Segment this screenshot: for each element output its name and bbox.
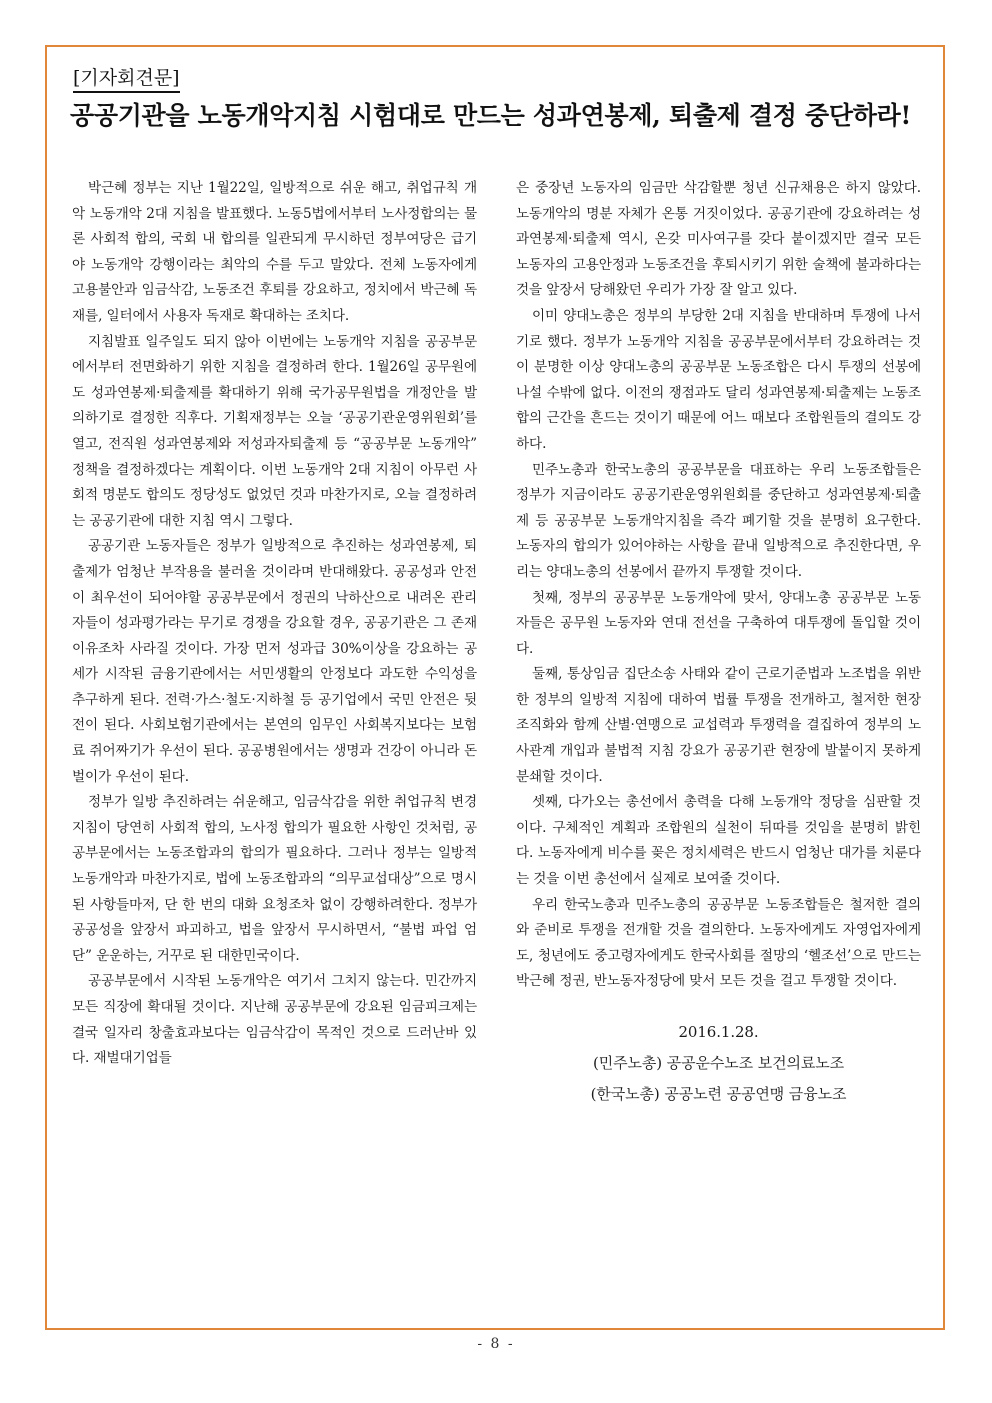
paragraph: 첫째, 정부의 공공부문 노동개악에 맞서, 양대노총 공공부문 노동자들은 공무원 노동자와 연대 전선을 구축하여 대투쟁에 돌입할 것이다.: [516, 589, 921, 657]
right-column: [516, 176, 921, 1110]
signature-block: [516, 1017, 921, 1110]
document-type-tag: [기자회견문]: [73, 66, 180, 93]
paragraph: 공공부문에서 시작된 노동개악은 여기서 그치지 않는다. 민간까지 모든 직장에 확대될 것이다. 지난해 공공부문에 강요된 임금피크제는 결국 일자리 창출효과보다는 임금삭감이 목적인 것으로 드러난바 있다. 재벌대기업들: [72, 973, 477, 1067]
paragraph: 셋째, 다가오는 총선에서 총력을 다해 노동개악 정당을 심판할 것이다. 구체적인 계획과 조합원의 실천이 뒤따를 것임을 분명히 밝힌다. 노동자에게 비수를 꽂은 정치세력은 반드시 엄청난 대가를 치룬다는 것을 이번 총선에서 실제로 보여줄 것이다.: [516, 794, 921, 888]
signature-line-fktu: (한국노총) 공공노련 공공연맹 금융노조: [590, 1085, 847, 1103]
paragraph: 우리 한국노총과 민주노총의 공공부문 노동조합들은 철저한 결의와 준비로 투쟁을 전개할 것을 결의한다. 노동자에게도 자영업자에게도, 청년에도 중고령자에게도 한국사회를 절망의 ‘헬조선’으로 만드는 박근혜 정권, 반노동자정당에 맞서 모든 것을 걸고 투쟁할 것이다.: [516, 896, 921, 990]
paragraph-continued: 은 중장년 노동자의 임금만 삭감할뿐 청년 신규채용은 하지 않았다. 노동개악의 명분 자체가 온통 거짓이었다. 공공기관에 강요하려는 성과연봉제·퇴출제 역시, 온갖 미사여구를 갖다 붙이겠지만 결국 모든 노동자의 고용안정과 노동조건을 후퇴시키기 위한 술책에 불과하다는 것을 앞장서 당해왔던 우리가 가장 잘 알고 있다.: [516, 180, 921, 299]
signature-date: 2016.1.28.: [678, 1023, 759, 1041]
paragraph: 민주노총과 한국노총의 공공부문을 대표하는 우리 노동조합들은 정부가 지금이라도 공공기관운영위원회를 중단하고 성과연봉제·퇴출제 등 공공부문 노동개악지침을 즉각 폐기할 것을 분명히 요구한다. 노동자의 합의가 있어야하는 사항을 끝내 일방적으로 추진한다면, 우리는 양대노총의 선봉에서 끝까지 투쟁할 것이다.: [516, 461, 921, 580]
headline: 공공기관을 노동개악지침 시험대로 만드는 성과연봉제, 퇴출제 결정 중단하라!: [70, 101, 912, 130]
page-number: - 8 -: [477, 1336, 515, 1352]
paragraph: 지침발표 일주일도 되지 않아 이번에는 노동개악 지침을 공공부문에서부터 전면화하기 위한 지침을 결정하려 한다. 1월26일 공무원에도 성과연봉제·퇴출제를 확대하기 위해 국가공무원법을 개정안을 발의하기로 결정한 직후다. 기획재정부는 오늘 ‘공공기관운영위원회’를 열고, 전직원 성과연봉제와 저성과자퇴출제 등 “공공부문 노동개악” 정책을 결정하겠다는 계획이다. 이번 노동개악 2대 지침이 아무런 사회적 명분도 합의도 정당성도 없었던 것과 마찬가지로, 오늘 결정하려는 공공기관에 대한 지침 역시 그렇다.: [72, 333, 477, 529]
paragraph: 박근혜 정부는 지난 1월22일, 일방적으로 쉬운 해고, 취업규칙 개악 노동개악 2대 지침을 발표했다. 노동5법에서부터 노사정합의는 물론 사회적 합의, 국회 내 합의를 일관되게 무시하던 정부여당은 급기야 노동개악 강행이라는 최악의 수를 두고 말았다. 전체 노동자에게 고용불안과 임금삭감, 노동조건 후퇴를 강요하고, 정치에서 박근혜 독재를, 일터에서 사용자 독재로 확대하는 조치다.: [72, 180, 477, 324]
paragraph: 둘째, 통상임금 집단소송 사태와 같이 근로기준법과 노조법을 위반한 정부의 일방적 지침에 대하여 법률 투쟁을 전개하고, 철저한 현장 조직화와 함께 산별·연맹으로 교섭력과 투쟁력을 결집하여 정부의 노사관계 개입과 불법적 지침 강요가 공공기관 현장에 발붙이지 못하게 분쇄할 것이다.: [516, 666, 921, 785]
paragraph: 이미 양대노총은 정부의 부당한 2대 지침을 반대하며 투쟁에 나서기로 했다. 정부가 노동개악 지침을 공공부문에서부터 강요하려는 것이 분명한 이상 양대노총의 공공부문 노동조합은 다시 투쟁의 선봉에 나설 수밖에 없다. 이전의 쟁점과도 달리 성과연봉제·퇴출제는 노동조합의 근간을 흔드는 것이기 때문에 어느 때보다 조합원들의 결의도 강하다.: [516, 307, 921, 452]
left-column: [72, 176, 477, 1072]
paragraph: 정부가 일방 추진하려는 쉬운해고, 임금삭감을 위한 취업규칙 변경 지침이 당연히 사회적 합의, 노사정 합의가 필요한 사항인 것처럼, 공공부문에서는 노동조합과의 합의가 필요하다. 그러나 정부는 일방적 노동개악과 마찬가지로, 법에 노동조합과의 “의무교섭대상”으로 명시된 사항들마저, 단 한 번의 대화 요청조차 없이 강행하려한다. 정부가 공공성을 앞장서 파괴하고, 법을 앞장서 무시하면서, “불법 파업 엄단” 운운하는, 거꾸로 된 대한민국이다.: [72, 794, 477, 964]
paragraph: 공공기관 노동자들은 정부가 일방적으로 추진하는 성과연봉제, 퇴출제가 엄청난 부작용을 불러올 것이라며 반대해왔다. 공공성과 안전이 최우선이 되어야할 공공부문에서 정권의 낙하산으로 내려온 관리자들이 성과평가라는 무기로 경쟁을 강요할 경우, 공공기관은 그 존재 이유조차 사라질 것이다. 가장 먼저 성과급 30%이상을 강요하는 공세가 시작된 금융기관에서는 서민생활의 안정보다 과도한 수익성을 추구하게 된다. 전력·가스·철도·지하철 등 공기업에서 국민 안전은 뒷전이 된다. 사회보험기관에서는 본연의 임무인 사회복지보다는 보험료 쥐어짜기가 우선이 된다. 공공병원에서는 생명과 건강이 아니라 돈벌이가 우선이 된다.: [72, 538, 477, 785]
signature-line-kctu: (민주노총) 공공운수노조 보건의료노조: [592, 1054, 845, 1072]
